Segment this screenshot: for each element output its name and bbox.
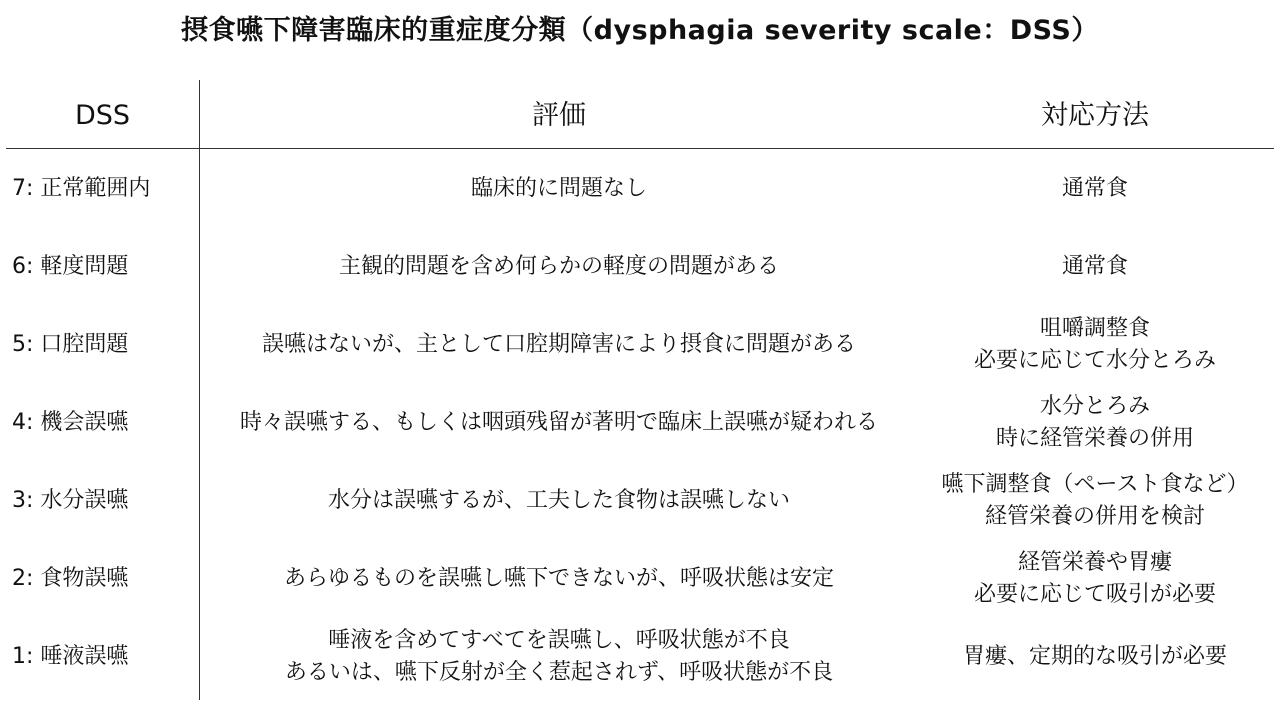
response-line: 経管栄養や胃瘻 [1017,550,1172,575]
page-title: 摂食嚥下障害臨床的重症度分類（dysphagia severity scale：DSS） [181,15,1099,46]
evaluation-cell [200,462,918,540]
response-line: 嚥下調整食（ペースト食など） [941,472,1249,497]
response-line: 時に経管栄養の併用 [995,426,1194,451]
table-row [0,618,1280,696]
dss-level: 1: 唾液誤嚥 [12,644,129,669]
header-divider [6,148,1274,149]
header-response: 対応方法 [1041,100,1149,131]
response-line: 経管栄養の併用を検討 [984,504,1205,529]
response-line: 通常食 [1061,176,1128,201]
response-line: 必要に応じて吸引が必要 [973,582,1216,607]
table-row [0,540,1280,618]
dss-level: 5: 口腔問題 [12,332,129,357]
response-cell [920,384,1270,462]
response-line: 通常食 [1061,254,1128,279]
evaluation-cell [200,228,918,306]
table-row [0,306,1280,384]
table-row [0,228,1280,306]
evaluation-cell [200,618,918,696]
response-line: 必要に応じて水分とろみ [973,348,1216,373]
header-evaluation: 評価 [532,100,586,131]
evaluation-line: 誤嚥はないが、主として口腔期障害により摂食に問題がある [261,332,856,357]
evaluation-line: 主観的問題を含め何らかの軽度の問題がある [338,254,779,279]
evaluation-cell [200,540,918,618]
response-cell [920,618,1270,696]
response-cell [920,540,1270,618]
response-cell [920,306,1270,384]
evaluation-cell [200,306,918,384]
header-dss: DSS [74,100,131,131]
evaluation-line: あるいは、嚥下反射が全く惹起されず、呼吸状態が不良 [284,660,834,685]
evaluation-line: 唾液を含めてすべてを誤嚥し、呼吸状態が不良 [328,628,790,653]
dss-level: 3: 水分誤嚥 [12,488,129,513]
response-cell [920,228,1270,306]
evaluation-line: あらゆるものを誤嚥し嚥下できないが、呼吸状態は安定 [283,566,834,591]
table-row [0,384,1280,462]
dss-level: 6: 軽度問題 [12,254,129,279]
evaluation-cell [200,150,918,228]
table-row [0,150,1280,228]
evaluation-line: 水分は誤嚥するが、工夫した食物は誤嚥しない [327,488,790,513]
response-line: 胃瘻、定期的な吸引が必要 [962,644,1227,669]
response-line: 水分とろみ [1039,394,1150,419]
evaluation-line: 臨床的に問題なし [470,176,647,201]
evaluation-line: 時々誤嚥する、もしくは咽頭残留が著明で臨床上誤嚥が疑われる [239,410,878,435]
response-line: 咀嚼調整食 [1039,316,1150,341]
table-body [0,150,1280,696]
dss-level: 2: 食物誤嚥 [12,566,129,591]
evaluation-cell [200,384,918,462]
table-row [0,462,1280,540]
dss-level: 4: 機会誤嚥 [12,410,129,435]
response-cell [920,150,1270,228]
response-cell [920,462,1270,540]
dss-level: 7: 正常範囲内 [12,176,151,201]
